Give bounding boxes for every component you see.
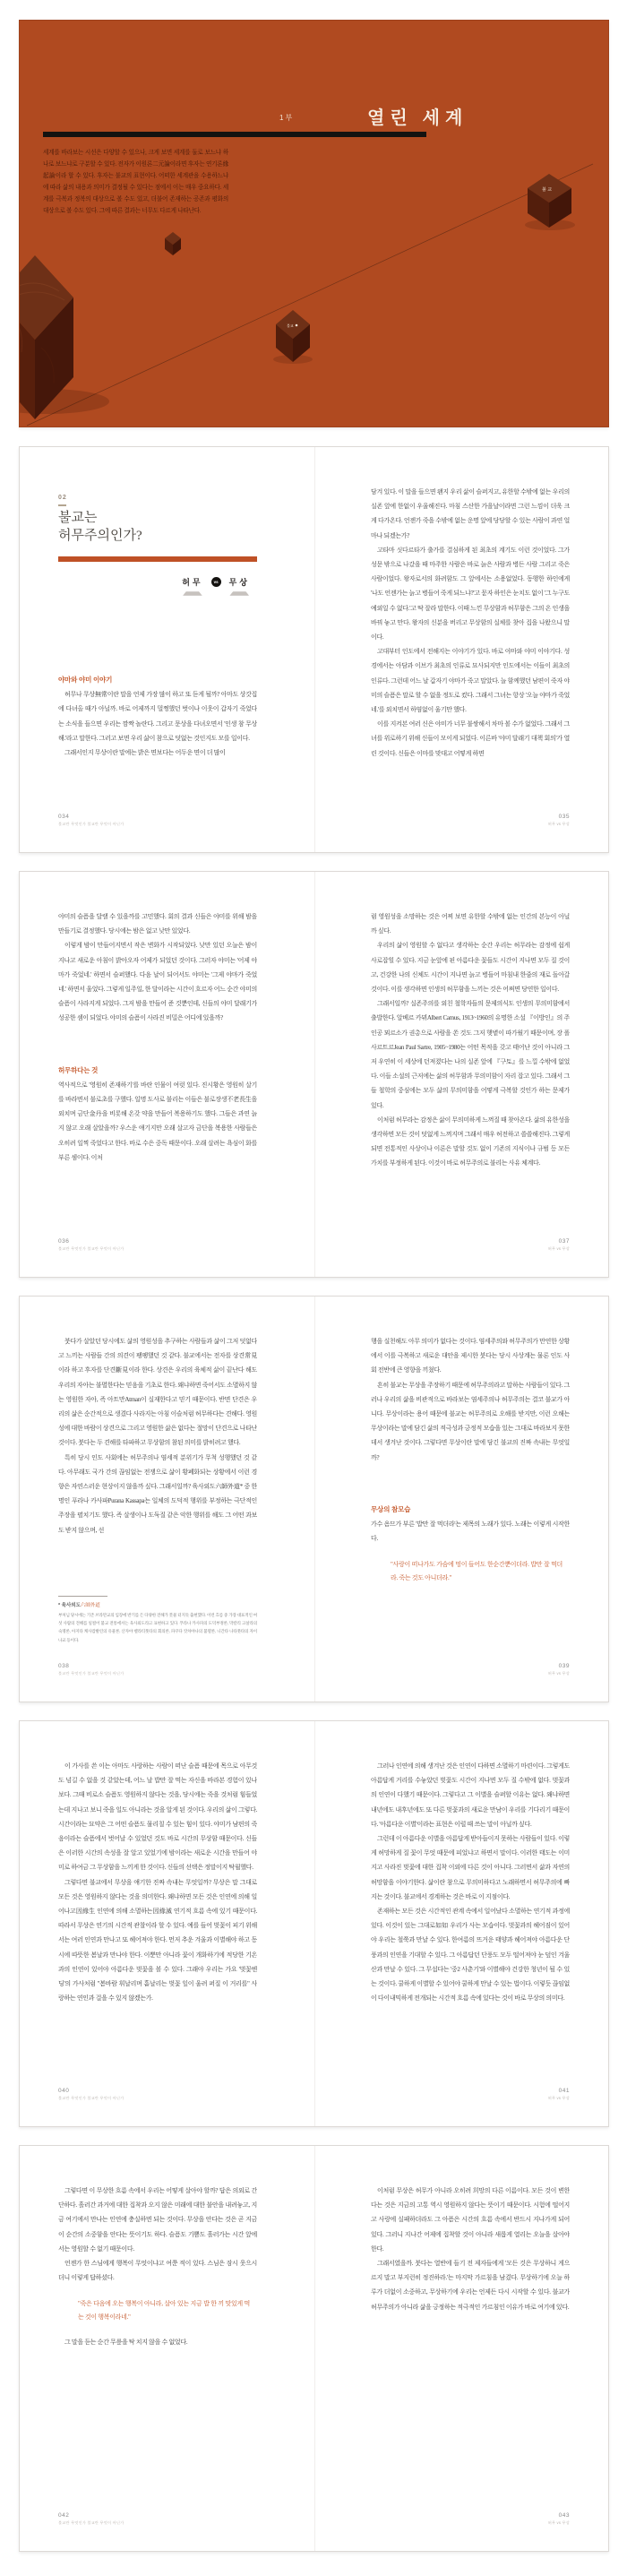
page-043: [371, 2146, 570, 2551]
running-book-title: 불교란 무엇인가 불교란 무엇이 아닌가: [58, 1246, 125, 1251]
page-seam: [314, 1721, 315, 2126]
page-037: [371, 872, 570, 1277]
running-chapter-title: 허무 vs 무상: [547, 822, 570, 826]
chapter-number: 02: [58, 495, 67, 501]
page-number: 038: [58, 1663, 70, 1669]
footnote-term: [58, 1601, 257, 1608]
song-quote: "사랑이 떠나가도 가슴에 멍이 들어도 한순간뿐이더라. 밥만 잘 먹더라. 죽는 것도 아니더라.": [391, 1561, 563, 1582]
spread-042-043: [19, 2145, 609, 2552]
body-text: [58, 1334, 257, 1596]
page-seam: [314, 447, 315, 852]
running-book-title: 불교란 무엇인가 불교란 무엇이 아닌가: [58, 1671, 125, 1676]
body-text: [371, 485, 570, 807]
body-paragraph: 역사적으로 '영원히 존재하기'를 바란 인물이 여럿 있다. 진시황은 영원히 살기를 바라면서 불로초를 구했다. 일명 도사로 불리는 이들은 불로장생不老長生을 외치며 금단金丹을 비롯해 온갖 약을 만들어 복용하기도 했다. 그들은 과연 늙지 않고 오래 살았을까? 우스운 얘기지만 오래 살고자 금단을 복용한 사람들은 오히려 일찍 죽었다고 한다. 바로 수은 중독 때문이다. 오래 살려는 욕심이 화를 부른 셈이다. 이처: [58, 1081, 257, 1161]
body-paragraph: 그래서인지 무상이란 말에는 밝은 면보다는 어두운 면이 더 많이: [64, 749, 226, 757]
body-text: [58, 909, 257, 1232]
body-paragraph: 이 가사를 쓴 이는 아마도 사랑하는 사람이 떠난 슬픔 때문에 목으로 아무것도 넘길 수 없을 것 같았는데, 어느 날 밥만 잘 먹는 자신을 바라본 경험이 있나 보다. 그때 비로소 슬픔도 영원하지 않다는 것을, 당시에는 죽을 것처럼 힘들었는데 지나고 보니 죽을 일도 아니라는 것을 알게 된 것이다. 우리의 삶이 그렇다. 시간이라는 묘약은 그 어떤 슬픔도 물리칠 수 있는 힘이 있다. 야미가 남편의 죽음이라는 슬픔에서 벗어날 수 있었던 것도 바로 시간의 무상함 때문이다. 신들은 이러한 시간의 속성을 잘 알고 있었기에 밤이라는 새로운 시간을 만들어 야미로 하여금 그 무상함을 느끼게 한 것이다. 신들의 선택은 정말이지 탁월했다.: [58, 1762, 257, 1872]
body-paragraph: 우리의 삶이 영원할 수 없다고 생각하는 순간 우리는 허무라는 감정에 쉽게 사로잡힐 수 있다. 지금 눈앞에 핀 아름다운 꽃들도 시간이 지나면 모두 질 것이고, 건강한 나의 신체도 시간이 지나면 늙고 병들어 마침내 한줌의 재로 돌아갈 것이다. 이를 생각하면 인생의 허무함을 느끼는 것은 어쩌면 당연한 일이다.: [371, 942, 570, 994]
body-text: [371, 909, 570, 1232]
cube-label-text: 불 교: [542, 187, 553, 193]
page-footer: [371, 1238, 570, 1252]
chapter-title-line1: 불교는: [58, 511, 98, 525]
body-paragraph: 행을 실천해도 아무 의미가 없다는 것이다. 염세주의와 허무주의가 만연한 상황에서 이를 극복하고 새로운 대안을 제시한 붓다는 당시 사상계는 물론 인도 사회 전반에 큰 영향을 끼쳤다.: [371, 1338, 570, 1374]
running-chapter-title: 허무 vs 무상: [547, 1246, 570, 1251]
page-035: [371, 447, 570, 852]
page-040: [58, 1721, 257, 2126]
page-footer: [58, 2088, 257, 2101]
footnote-text: 부처님 당시에는 기존 브라만교의 입장에 반기를 든 다양한 견해가 봇물 터지듯 출현했다. 이런 흐름 중 가장 대표적인 여섯 사람의 견해를 일컬어 불교 전통에서는 육사외도라고 표현하고 있다. 푸라나 카사파의 도덕부정론, 막칼리 고살라의 숙명론, 아지타 케사캄발린의 유물론, 산자야 벨라티풋타의 회의론, 파쿠다 캇차야나의 불멸론, 니간타 나타풋타의 자이나교 등이다.: [58, 1613, 257, 1642]
footnote: [58, 1596, 257, 1644]
section-heading: 무상의 참모습: [371, 1504, 411, 1513]
body-paragraph: 그래서일까? 실존주의를 외친 철학자들의 문제의식도 인생의 무의미함에서 출발한다. 알베르 카뮈Albert Camus, 1913~1960의 유명한 소설 『이방인』의 주인공 뫼르소가 권총으로 사람을 쏜 것도 그저 햇볕이 따가웠기 때문이며, 장 폴 사르트르Jean Paul Sartre, 1905~1980는 어떤 목적을 갖고 태어난 것이 아니라 그저 우연히 이 세상에 던져졌다는 나의 실존 앞에 『구토』를 느낄 수밖에 없었다. 이들 소설의 근저에는 삶의 허무함과 무의미함이 자리 잡고 있다. 그래서 그들 철학의 중심에는 모두 삶의 무의미함을 어떻게 극복할 것인가 하는 문제가 있다.: [371, 1000, 570, 1109]
body-paragraph: 붓다가 살았던 당시에도 삶의 영원성을 추구하는 사람들과 삶이 그저 덧없다고 느끼는 사람들 간의 의견이 팽팽했던 것 같다. 불교에서는 전자를 상견常見이라 하고 후자를 단견斷見이라 한다. 상견은 우리의 육체적 삶이 끝난다 해도 우리의 자아는 불멸한다는 믿음을 기초로 한다. 왜냐하면 죽어서도 소멸하지 않는 영원한 자아, 즉 아트만Atman이 실재한다고 믿기 때문이다. 반면 단견은 우리의 삶은 순간적으로 생겼다 사라지는 아침 이슬처럼 허무하다는 견해다. 영원성에 대한 바람이 상견으로 그리고 영원한 삶은 없다는 절망이 단견으로 나타난 것이다. 붓다는 두 견해를 타파하고 무상함의 참된 의미를 밝히려고 했다.: [58, 1338, 257, 1447]
body-text: [371, 1334, 570, 1657]
page-footer: [371, 2512, 570, 2526]
spread-038-039: [19, 1296, 609, 1702]
chapter-title: [58, 509, 142, 545]
footnote-rule: [58, 1596, 107, 1597]
body-paragraph: 그래서였을까. 붓다는 열반에 들기 전 제자들에게 '모든 것은 무상하니 게으르지 말고 부지런히 정진하라.'는 마지막 가르침을 남겼다. 무상하기에 오늘 하루가 더없이 소중하고, 무상하기에 우리는 언제든 다시 시작할 수 있다. 불교가 허무주의가 아니라 삶을 긍정하는 적극적인 가르침인 이유가 바로 여기에 있다.: [371, 2260, 570, 2311]
page-039: [371, 1297, 570, 1702]
spread-040-041: [19, 1720, 609, 2127]
page-number: 041: [558, 2088, 570, 2094]
small-cube: [165, 232, 181, 255]
body-paragraph: 그러나 인연에 의해 생겨난 것은 인연이 다하면 소멸하기 마련이다. 그렇게도 아름답게 거리를 수놓았던 벚꽃도 시간이 지나면 모두 질 수밖에 없다. 벚꽃과의 인연이 다했기 때문이다. 그렇다고 그 이별을 슬퍼할 이유는 없다. 왜냐하면 내년에도 내후년에도 또 다른 벚꽃과의 새로운 만남이 우리를 기다리기 때문이다. '아름다운 이별'이라는 표현은 이럴 때 쓰는 말이 아닐까 싶다.: [371, 1762, 570, 1828]
body-paragraph: 가수 옴므가 부른 '밥만 잘 먹더라'는 제목의 노래가 있다. 노래는 이렇게 시작한다.: [371, 1521, 570, 1543]
page-footer: [371, 1663, 570, 1676]
spread-034-035: [19, 446, 609, 853]
page-number: 037: [558, 1238, 570, 1245]
cube-label-text: 불교: [287, 323, 294, 328]
dice-illustration: [20, 21, 608, 426]
chapter-number-underline: [58, 504, 66, 506]
body-text: [58, 673, 257, 807]
page-041: [371, 1721, 570, 2126]
page-seam: [314, 872, 315, 1277]
spread-036-037: [19, 871, 609, 1278]
body-paragraph: 언젠가 한 스님에게 행복이 무엇이냐고 여쭌 적이 있다. 스님은 잠시 웃으시더니 이렇게 답하셨다.: [58, 2260, 257, 2282]
page-seam: [314, 2146, 315, 2551]
labeled-cube-top-right: [525, 174, 575, 230]
running-book-title: 불교란 무엇인가 불교란 무엇이 아닌가: [58, 2520, 125, 2525]
running-chapter-title: 허무 vs 무상: [547, 2520, 570, 2525]
page-number: 042: [58, 2512, 70, 2519]
page-footer: [58, 814, 257, 827]
body-paragraph: 그런데 이 아름다운 이별을 아름답게 받아들이지 못하는 사람들이 있다. 이렇게 허망하게 질 꽃이 무엇 때문에 피었냐고 하면서 말이다. 이러한 태도는 이미 지고 사라진 벚꽃에 대한 집착 이외에 다른 것이 아니다. 그러면서 삶과 자연의 허망함을 이야기한다. 삶이란 참으로 무의미하다고 노래하면서 허무주의에 빠지는 것이다. 불교에서 경계하는 것은 바로 이 지점이다.: [371, 1835, 570, 1900]
page-042: [58, 2146, 257, 2551]
body-paragraph: 이렇게 밤이 만들어지면서 작은 변화가 시작되었다. 낮만 있던 오늘은 밤이 지나고 새로운 아침이 밝아오자 어제가 되었던 것이다. 그러자 야미는 '어제 야마가 죽었네.' 하면서 슬퍼했다. 다음 날이 되어서도 야미는 '그제 야마가 죽었네.' 하면서 울었다. 그렇게 일주일, 한 달이라는 시간이 흐르자 어느 순간 야미의 슬픔이 사라지게 되었다. 그저 밤을 만들어 준 것뿐인데, 신들의 야미 달래기가 성공한 셈이 되었다. 야미의 슬픔이 사라진 비밀은 어디에 있을까?: [58, 942, 257, 1022]
body-text: [371, 2184, 570, 2506]
part-intro-text: 세계를 바라보는 시선은 다양할 수 있으나, 크게 보면 세계를 둘로 보느냐 하나로 보느냐로 구분할 수 있다. 전자가 이원론二元論이라면 후자는 연기론緣起論이라 할 수 있다. 후자는 불교의 표현이다. 어떠한 세계관을 수용하느냐에 따라 삶의 내용과 의미가 결정될 수 있다는 점에서 이는 매우 중요하다. 세계를 극복과 정복의 대상으로 볼 수도 있고, 더불어 존재하는 공존과 평화의 대상으로 볼 수도 있다. 그에 따른 결과는 너무도 다르게 나타난다.: [43, 150, 228, 214]
body-paragraph: 특히 당시 인도 사회에는 허무주의나 염세적 분위기가 무척 성행했던 것 같다. 아무래도 국가 간의 끊임없는 전쟁으로 삶이 황폐화되는 상황에서 이런 경향은 자연스러운 현상이지 않을까 싶다. 그래서일까? 육사외도六師外道* 중 한 명인 푸라나 카사파Purana Kassapa는 일체의 도덕적 행위를 부정하는 극단적인 주장을 펼치기도 했다. 즉 살생이나 도둑질 같은 악한 행위를 해도 그 어떤 과보도 받지 않으며, 선: [58, 1453, 257, 1534]
body-paragraph: 그 말을 듣는 순간 무릎을 탁 치지 않을 수 없었다.: [64, 2339, 188, 2347]
body-paragraph: 그렇다면 불교에서 무상을 얘기한 진짜 속내는 무엇일까? 무상은 말 그대로 모든 것은 영원하지 않다는 것을 의미한다. 왜냐하면 모든 것은 인연에 의해 일어나고因緣生 인연에 의해 소멸하는因緣滅 연기적 흐름 속에 있기 때문이다. 따라서 무상은 연기의 시간적 관찰이라 할 수 있다. 예를 들어 벚꽃이 피기 위해서는 여러 인연과 만나고 또 헤어져야 한다. 먼저 추운 겨울과 이별해야 하고 동시에 따뜻한 봄날과 만나야 한다. 이뿐만 아니라 꽃이 개화하기에 적당한 기온과의 인연이 있어야 아름다운 벚꽃을 볼 수 있다. 그래야 우리는 가요 '벚꽃엔딩'의 가사처럼 "봄바람 휘날리며 흩날리는 벚꽃 잎이 울려 퍼질 이 거리를" 사랑하는 연인과 걸을 수 있지 않겠는가.: [58, 1878, 257, 2003]
body-paragraph: 고대부터 인도에서 전해지는 이야기가 있다. 바로 야마와 야미 이야기다. 성경에서는 아담과 이브가 최초의 인류로 묘사되지만 인도에서는 이들이 최초의 인류다. 그런데 어느 날 갑자기 야마가 죽고 말았다. 늘 함께했던 남편이 죽자 야미의 슬픔은 말로 할 수 없을 정도로 컸다. 그래서 그녀는 항상 '오늘 야마가 죽었네.'를 외치면서 하염없이 울기만 했다.: [371, 648, 570, 714]
part-title: 열린 세계: [367, 108, 468, 128]
body-text: [371, 1759, 570, 2081]
body-paragraph: 허무나 무상無常이란 말을 언제 가장 많이 하고 또 듣게 될까? 아마도 상갓집에 다녀올 때가 아닐까. 바로 어제까지 멀쩡했던 벗이나 이웃이 갑자기 죽었다는 소식을 들으면 우리는 깜짝 놀란다. 그리고 문상을 다녀오면서 '인생 참 무상해.'라고 말한다. 그러고 보면 우리 삶이 참으로 덧없는 것인지도 모를 일이다.: [58, 691, 257, 742]
page-number: 039: [558, 1663, 570, 1669]
versus-row: [182, 576, 250, 596]
body-paragraph: 이처럼 허무라는 감정은 삶이 무의미하게 느껴질 때 찾아온다. 삶의 유한성을 생각하면 모든 것이 덧없게 느껴지며 그래서 매우 허전하고 쓸쓸해진다. 그렇게 되면 전통적인 사상이나 이론은 말할 것도 없이 기존의 지식이나 규범 등 모든 가치를 부정하게 된다. 이것이 바로 허무주의로 불리는 사유 체계다.: [371, 1116, 570, 1167]
body-paragraph: 흔히 불교는 무상을 주장하기 때문에 허무주의라고 말하는 사람들이 있다. 그러나 우리의 삶을 비관적으로 바라보는 염세주의나 허무주의는 결코 불교가 아니다. 무상이라는 용어 때문에 불교는 허무주의로 오해를 받지만, 이런 오해는 무상이라는 말에 담긴 삶의 적극성과 긍정적 모습을 있는 그대로 바라보지 못한 데서 생겨난 것이다. 그렇다면 무상이란 말에 담긴 불교의 진짜 속내는 무엇일까?: [371, 1381, 570, 1461]
page-number: 035: [558, 814, 570, 820]
page-footer: [58, 2512, 257, 2526]
part-number: 1부: [279, 114, 295, 122]
body-text: [58, 1759, 257, 2081]
body-paragraph: 이를 지켜본 여러 신은 야미가 너무 불쌍해서 차마 볼 수가 없었다. 그래서 그녀를 위로하기 위해 신들이 모이게 되었다. 이른바 '야미 달래기 대책 회의'가 열린 것이다. 신들은 이마를 맞대고 어떻게 하면: [371, 720, 570, 757]
labeled-cube-mid: [273, 310, 313, 364]
versus-right: [229, 576, 250, 596]
versus-left: [182, 576, 202, 596]
body-text: [58, 2184, 257, 2506]
page-footer: [371, 814, 570, 827]
running-book-title: 불교란 무엇인가 불교란 무엇이 아닌가: [58, 822, 125, 826]
part-opener-spread: [19, 20, 609, 427]
versus-left-label: 허무: [182, 578, 203, 587]
running-chapter-title: 허무 vs 무상: [547, 2096, 570, 2100]
body-paragraph: 럼 영원성을 소망하는 것은 어찌 보면 유한할 수밖에 없는 인간의 본능이 아닐까 싶다.: [371, 913, 570, 935]
page-number: 043: [558, 2512, 570, 2519]
word-shadow: [183, 591, 202, 596]
page-seam: [314, 1297, 315, 1702]
footnote-term-ko: * 육사외도: [58, 1603, 81, 1608]
versus-right-label: 무상: [228, 578, 250, 587]
vs-badge-icon: vs: [211, 577, 221, 587]
page-number: 034: [58, 814, 70, 820]
body-paragraph: 담겨 있다. 이 말을 들으면 왠지 우리 삶이 슬퍼지고, 유한할 수밖에 없는 우리의 실존 앞에 한없이 우울해진다. 마침 스산한 가을날이라면 그런 느낌이 더욱 크게 다가온다. 언젠가 죽을 수밖에 없는 운명 앞에 당당할 수 있는 사람이 과연 얼마나 되겠는가?: [371, 488, 570, 539]
page-038: [58, 1297, 257, 1702]
large-wood-cube: [20, 255, 109, 419]
page-footer: [58, 1663, 257, 1676]
body-paragraph: 고타마 싯다르타가 출가를 결심하게 된 최초의 계기도 이런 것이었다. 그가 성문 밖으로 나갔을 때 마주한 사람은 바로 늙은 사람과 병든 사람 그리고 죽은 사람이었다. 왕자로서의 화려함도 그 앞에서는 소용없었다. 동행한 하인에게 '나도 언젠가는 늙고 병들어 죽게 되느냐?'고 묻자 하인은 눈치도 없이 '그 누구도 예외일 수 없다.'고 딱 잘라 말한다. 이때 느낀 무상함과 허무함은 그의 온 인생을 바꿔 놓고 만다. 왕자의 신분을 버리고 무상함의 실체를 찾아 집을 나왔으니 말이다.: [371, 546, 570, 642]
running-chapter-title: 허무 vs 무상: [547, 1671, 570, 1676]
section-heading: 야마와 야미 이야기: [58, 676, 113, 684]
page-034: [58, 447, 257, 852]
chapter-title-line2: 허무주의인가?: [58, 529, 142, 543]
chapter-accent-bar: [58, 556, 257, 562]
page-footer: [371, 2088, 570, 2101]
body-paragraph: 존재하는 모든 것은 시간적인 관계 속에서 일어났다 소멸하는 연기적 과정에 있다. 이것이 있는 그대로如如 우리가 사는 모습이다. 벚꽃과의 헤어짐이 있어야 우리는 철쭉과 만날 수 있다. 한여름의 뜨거운 태양과 헤어져야 아름다운 단풍과의 인연을 기대할 수 있다. 그 아름답던 단풍도 모두 떨어져야 눈 덮인 겨울 산과 만날 수 있다. 그 무섭다는 '중2 사춘기'와 이별해야 건강한 청년이 될 수 있는 것이다. 쿨하게 이별할 수 있어야 쿨하게 만날 수 있는 법이다. 이렇듯 끊임없이 다이내믹하게 전개되는 시간적 흐름 속에 있다는 것이 바로 무상의 의미다.: [371, 1908, 570, 2003]
footnote-term-hanja: 六師外道: [80, 1603, 100, 1608]
page-number: 040: [58, 2088, 70, 2094]
running-book-title: 불교란 무엇인가 불교란 무엇이 아닌가: [58, 2096, 125, 2100]
connecting-line: [27, 164, 593, 426]
body-paragraph: 이처럼 무상은 허무가 아니라 오히려 희망의 다른 이름이다. 모든 것이 변한다는 것은 지금의 고통 역시 영원하지 않다는 뜻이기 때문이다. 시험에 떨어지고 사랑에 실패하더라도 그 아픔은 시간의 흐름 속에서 반드시 지나가게 되어 있다. 그러니 지나간 어제에 집착할 것이 아니라 새롭게 열리는 오늘을 살아야 한다.: [371, 2187, 570, 2253]
page-036: [58, 872, 257, 1277]
body-paragraph: 야미의 슬픔을 달랠 수 있을까를 고민했다. 회의 결과 신들은 야미를 위해 밤을 만들기로 결정했다. 당시에는 밤은 없고 낮만 있었다.: [58, 913, 257, 935]
word-shadow: [229, 591, 249, 596]
body-paragraph: 그렇다면 이 무상한 흐름 속에서 우리는 어떻게 살아야 할까? 답은 의외로 간단하다. 흘러간 과거에 대한 집착과 오지 않은 미래에 대한 불안을 내려놓고, 지금 여기에서 만나는 인연에 충실하면 되는 것이다. 무상을 안다는 것은 곧 지금 이 순간의 소중함을 안다는 뜻이기도 하다. 슬픔도 기쁨도 흘러가는 시간 앞에서는 영원할 수 없기 때문이다.: [58, 2187, 257, 2253]
section-heading: 허무하다는 것: [58, 1065, 99, 1074]
page-footer: [58, 1238, 257, 1252]
page-number: 036: [58, 1238, 70, 1245]
monk-quote: "죽은 다음에 오는 행복이 아니라, 살아 있는 지금 밥 한 끼 맛있게 먹는 것이 행복이라네.": [78, 2300, 250, 2322]
